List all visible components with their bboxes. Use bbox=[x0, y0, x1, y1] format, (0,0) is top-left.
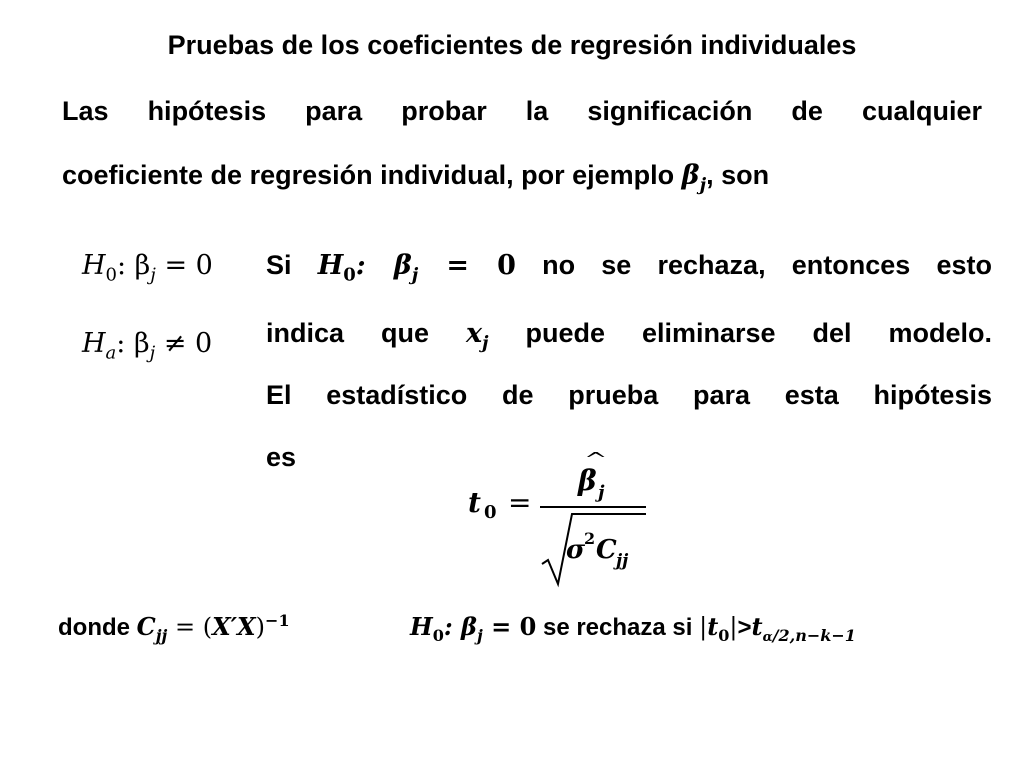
formula-beta: β bbox=[578, 464, 597, 497]
paragraph-line-4: es bbox=[266, 442, 297, 472]
formula-t: t bbox=[468, 486, 481, 519]
alternative-hypothesis: $H_a$: $\beta_j \ne 0$ bbox=[82, 328, 213, 364]
formula-sigma-sup: 2 bbox=[584, 529, 596, 548]
paragraph-line-1: Si $H_0$: $\beta_j = 0$ no se rechaza, entonces esto bbox=[266, 250, 993, 286]
formula-c-sub: jj bbox=[616, 551, 629, 571]
null-hypothesis: $H_0$: $\beta_j = 0$ bbox=[82, 250, 213, 286]
h0-symbol: $H_0$ bbox=[317, 250, 356, 286]
x-j-symbol: $x_j$ bbox=[465, 318, 489, 354]
intro-line-1: Las hipótesis para probar la significación de cualquier bbox=[62, 96, 982, 126]
test-statistic-formula bbox=[462, 452, 662, 592]
sqrt-sign bbox=[542, 514, 646, 584]
formula-c: C bbox=[596, 535, 617, 565]
beta-j-symbol: $\beta_j$ bbox=[681, 160, 707, 196]
intro-text: coeficiente de regresión individual, por ejemplo bbox=[62, 160, 682, 190]
formula-sigma: σ bbox=[566, 535, 586, 565]
rejection-rule: $H_0$: $\beta_j = 0$ se rechaza si $|t_0|>t_{\alpha/2,n-k-1}$ bbox=[410, 612, 856, 645]
formula-t-sub: 0 bbox=[484, 502, 497, 523]
paragraph-line-3: El estadístico de prueba para esta hipótesis bbox=[266, 380, 992, 410]
formula-beta-sub: j bbox=[598, 482, 605, 503]
donde-definition: donde $C_{jj} = (X'X)^{-1}$ bbox=[58, 611, 290, 645]
formula-hat: ^ bbox=[584, 452, 608, 471]
intro-line-2 bbox=[62, 160, 770, 196]
intro-end: , son bbox=[706, 160, 770, 190]
paragraph-line-2: indica que $x_j$ puede eliminarse del modelo. bbox=[266, 318, 992, 354]
slide-title: Pruebas de los coeficientes de regresión individuales bbox=[167, 30, 857, 60]
formula-equals: = bbox=[508, 486, 532, 519]
